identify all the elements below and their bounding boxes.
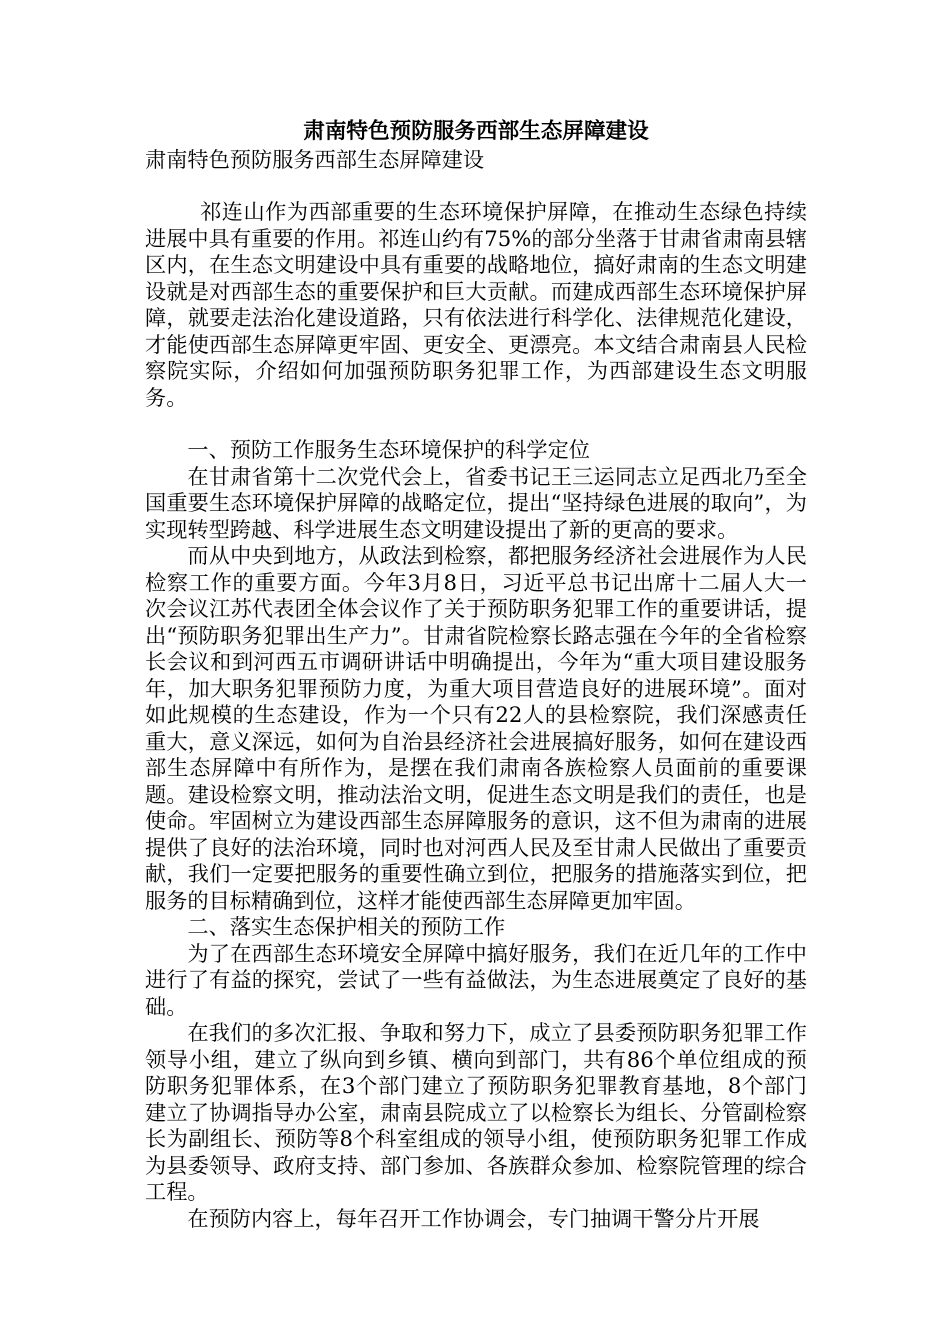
section-1-paragraph-2: 而从中央到地方，从政法到检察，都把服务经济社会进展作为人民检察工作的重要方面。今年3月8日，习近平总书记出席十二届人大一次会议江苏代表团全体会议作了关于预防职务犯罪工作的重要讲话，提出“预防职务犯罪出生产力”。甘肃省院检察长路志强在今年的全省检察长会议和到河西五市调研讲话中明确提出，今年为“重大项目建设服务年，加大职务犯罪预防力度，为重大项目营造良好的进展环境”。面对如此规模的生态建设，作为一个只有22人的县检察院，我们深感责任重大，意义深远，如何为自治县经济社会进展搞好服务，如何在建设西部生态屏障中有所作为，是摆在我们肃南各族检察人员面前的重要课题。建设检察文明，推动法治文明，促进生态文明是我们的责任，也是使命。牢固树立为建设西部生态屏障服务的意识，这不但为肃南的进展提供了良好的法治环境，同时也对河西人民及至甘肃人民做出了重要贡献，我们一定要把服务的重要性确立到位，把服务的措施落实到位，把服务的目标精确到位，这样才能使西部生态屏障更加牢固。 [145, 543, 807, 913]
document-title: 肃南特色预防服务西部生态屏障建设 [303, 119, 649, 144]
section-2-paragraph-2: 在我们的多次汇报、争取和努力下，成立了县委预防职务犯罪工作领导小组，建立了纵向到乡镇、横向到部门，共有86个单位组成的预防职务犯罪体系，在3个部门建立了预防职务犯罪教育基地，8个部门建立了协调指导办公室，肃南县院成立了以检察长为组长、分管副检察长为副组长、预防等8个科室组成的领导小组，使预防职务犯罪工作成为县委领导、政府支持、部门参加、各族群众参加、检察院管理的综合工程。 [145, 1020, 807, 1204]
section-1-paragraph-1: 在甘肃省第十二次党代会上，省委书记王三运同志立足西北乃至全国重要生态环境保护屏障的战略定位，提出“坚持绿色进展的取向”，为实现转型跨越、科学进展生态文明建设提出了新的更高的要求。 [145, 463, 807, 542]
section-2-paragraph-3: 在预防内容上，每年召开工作协调会，专门抽调干警分片开展 [187, 1205, 760, 1231]
section-1-heading: 一、预防工作服务生态环境保护的科学定位 [187, 437, 590, 462]
section-2-paragraph-1: 为了在西部生态环境安全屏障中搞好服务，我们在近几年的工作中进行了有益的探究，尝试了一些有益做法，为生态进展奠定了良好的基础。 [145, 940, 807, 1019]
blank-line [145, 411, 807, 437]
blank-line [145, 173, 807, 199]
intro-paragraph: 祁连山作为西部重要的生态环境保护屏障，在推动生态绿色持续进展中具有重要的作用。祁连山约有75%的部分坐落于甘肃省肃南县辖区内，在生态文明建设中具有重要的战略地位，搞好肃南的生态文明建设就是对西部生态的重要保护和巨大贡献。而建成西部生态环境保护屏障，就要走法治化建设道路，只有依法进行科学化、法律规范化建设，才能使西部生态屏障更牢固、更安全、更漂亮。本文结合肃南县人民检察院实际，介绍如何加强预防职务犯罪工作，为西部建设生态文明服务。 [145, 199, 807, 410]
section-2-heading: 二、落实生态保护相关的预防工作 [187, 914, 506, 939]
document-subtitle: 肃南特色预防服务西部生态屏障建设 [145, 147, 485, 172]
document-page [145, 118, 807, 1232]
